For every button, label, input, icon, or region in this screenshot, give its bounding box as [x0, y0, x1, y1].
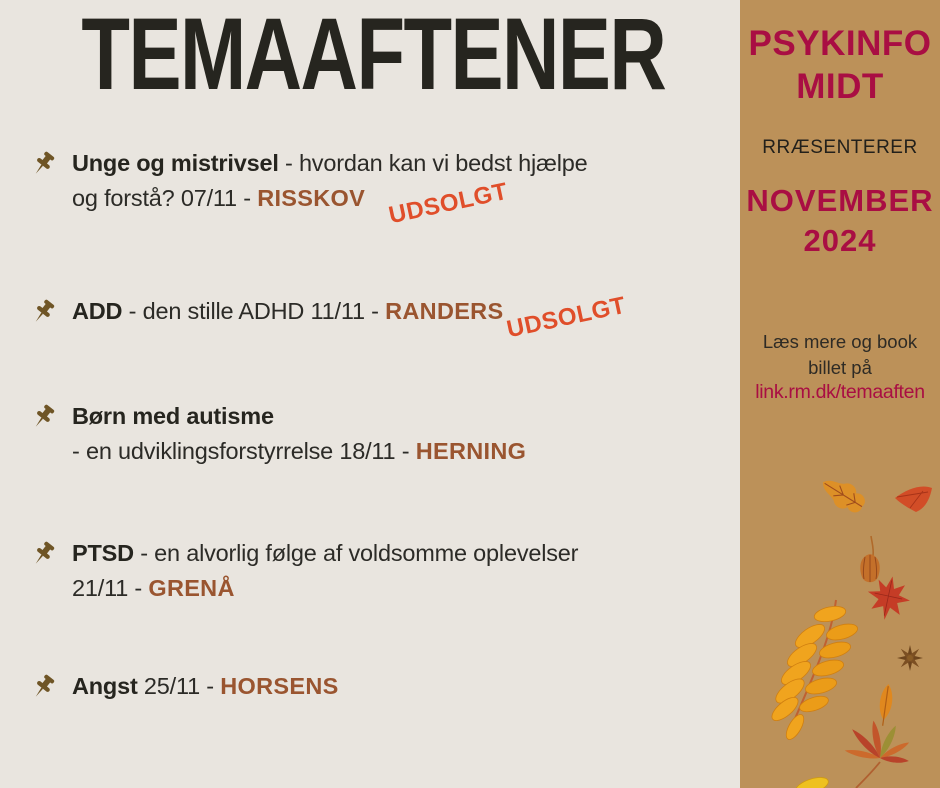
pushpin-icon — [28, 539, 58, 569]
event-title: ADD — [72, 298, 123, 324]
autumn-leaves-illustration — [740, 440, 940, 788]
month-label — [740, 181, 940, 261]
event-location: RISSKOV — [257, 185, 366, 211]
event-line1 — [72, 146, 740, 181]
event-text — [72, 294, 740, 329]
event-item — [28, 669, 740, 704]
event-subtitle: 25/11 - — [137, 673, 221, 699]
month-line1: NOVEMBER — [746, 183, 934, 218]
soldout-badge: UDSOLGT — [386, 177, 511, 230]
event-location: RANDERS — [385, 298, 504, 324]
event-text — [72, 399, 740, 469]
event-item — [28, 399, 740, 469]
event-line2 — [72, 571, 740, 606]
event-title: Angst — [72, 673, 138, 699]
event-location: HERNING — [415, 438, 527, 464]
event-subtitle: - den stille ADHD 11/11 - — [122, 298, 386, 324]
event-line1 — [72, 669, 740, 704]
event-title: PTSD — [72, 540, 134, 566]
brand-name — [740, 22, 940, 108]
event-date: 21/11 - — [72, 575, 149, 601]
event-title: Unge og mistrivsel — [72, 150, 279, 176]
event-subtitle: - hvordan kan vi bedst hjælpe — [278, 150, 588, 176]
event-line2 — [72, 434, 740, 469]
booking-link[interactable]: link.rm.dk/temaaften — [755, 381, 925, 403]
event-text — [72, 669, 740, 704]
sidebar — [740, 0, 940, 788]
event-date: - en udviklingsforstyrrelse 18/11 - — [72, 438, 416, 464]
month-line2: 2024 — [803, 223, 877, 258]
event-title: Børn med autisme — [72, 403, 274, 429]
event-location: GRENÅ — [148, 575, 235, 601]
event-line1 — [72, 294, 740, 329]
event-location: HORSENS — [220, 673, 339, 699]
event-subtitle: - en alvorlig følge af voldsomme oplevelser — [133, 540, 579, 566]
pushpin-icon — [28, 402, 58, 432]
event-line1 — [72, 399, 740, 434]
event-date: og forstå? 07/11 - — [72, 185, 258, 211]
soldout-badge: UDSOLGT — [504, 291, 629, 344]
booking-text: Læs mere og book billet på — [762, 331, 918, 378]
pushpin-icon — [28, 672, 58, 702]
brand-line2: MIDT — [796, 67, 884, 106]
brand-line1: PSYKINFO — [748, 24, 932, 63]
event-item — [28, 536, 740, 606]
pushpin-icon — [28, 297, 58, 327]
pushpin-icon — [28, 149, 58, 179]
poster-title: TEMAAFTENER — [81, 0, 666, 111]
event-item — [28, 146, 740, 230]
presents-label: RRÆSENTERER — [762, 137, 918, 158]
event-text — [72, 536, 740, 606]
event-item — [28, 291, 740, 344]
event-line1 — [72, 536, 740, 571]
